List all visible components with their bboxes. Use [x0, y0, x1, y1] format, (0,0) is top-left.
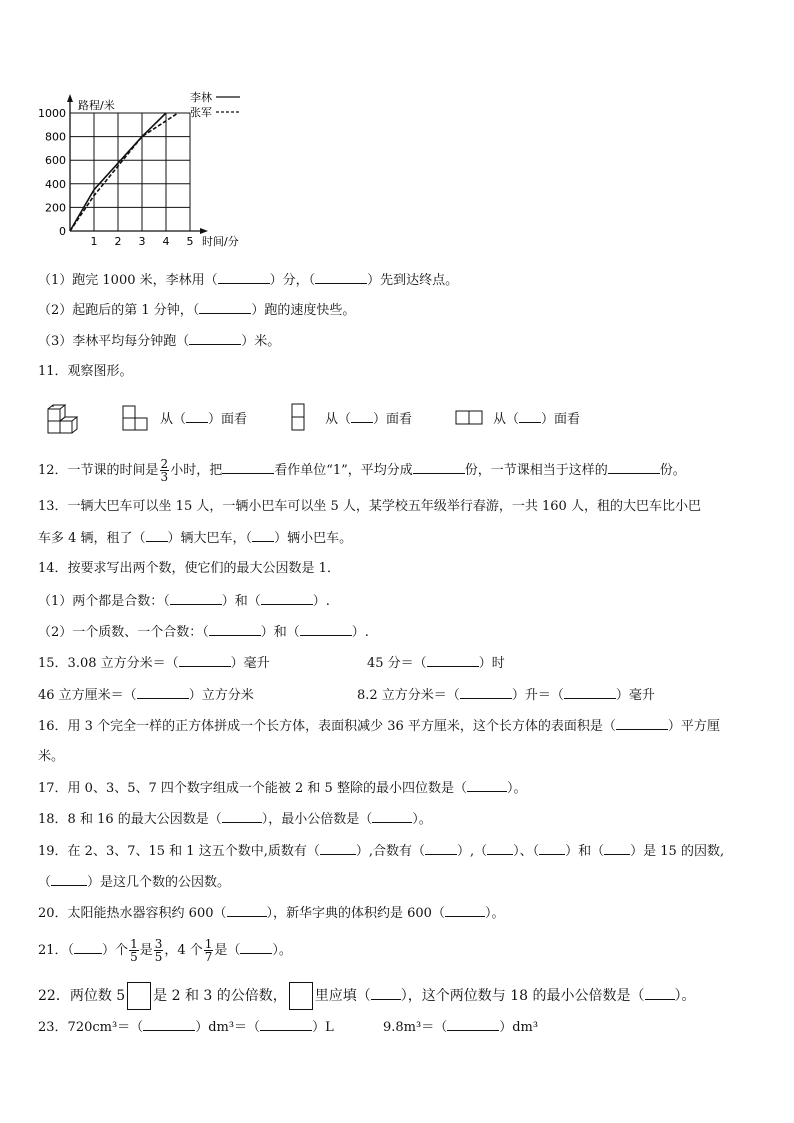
answer-blank[interactable]: [222, 460, 274, 474]
answer-blank[interactable]: [315, 270, 367, 284]
x-tick-label: 5: [186, 235, 194, 248]
question-13-line2: 车多 4 辆，租了（ ）辆大巴车，（ ）辆小巴车。: [38, 528, 352, 549]
x-tick-label: 4: [162, 235, 170, 248]
y-tick-label: 800: [45, 130, 66, 144]
fraction: $\frac{2}{3}$: [160, 457, 169, 484]
answer-blank[interactable]: [445, 903, 485, 917]
answer-blank[interactable]: [137, 685, 189, 699]
answer-blank[interactable]: [143, 1017, 195, 1031]
question-16-line2: 米。: [38, 749, 65, 764]
x-tick-label: 1: [90, 235, 98, 248]
answer-blank[interactable]: [467, 778, 507, 792]
question-17: 17．用 0、3、5、7 四个数字组成一个能被 2 和 5 整除的最小四位数是（ ）。: [38, 778, 526, 799]
digit-box[interactable]: [289, 982, 313, 1010]
x-tick-label: 2: [114, 235, 122, 248]
question-14-part2: （2）一个质数、一个合数：（ ）和（ ）.: [38, 622, 369, 643]
answer-blank[interactable]: [447, 1017, 499, 1031]
view-figure-1: [122, 405, 148, 431]
legend-label-zhangjun: 张军: [190, 106, 212, 119]
answer-blank[interactable]: [487, 841, 513, 855]
answer-blank[interactable]: [460, 685, 512, 699]
y-tick-label: 400: [45, 177, 66, 191]
answer-blank[interactable]: [189, 331, 241, 345]
answer-blank[interactable]: [604, 841, 630, 855]
digit-box[interactable]: [127, 982, 151, 1010]
answer-blank[interactable]: [170, 591, 222, 605]
x-axis-label: 时间/分: [202, 235, 239, 248]
fraction: $\frac{3}{5}$: [154, 937, 163, 964]
question-18: 18．8 和 16 的最大公因数是（ ），最小公倍数是（ ）。: [38, 809, 432, 830]
x-tick-label: 3: [138, 235, 146, 248]
answer-blank[interactable]: [261, 591, 313, 605]
answer-blank[interactable]: [539, 841, 565, 855]
fraction: $\frac{1}{5}$: [130, 937, 138, 964]
answer-blank[interactable]: [209, 622, 261, 636]
q11-view-3: 从（ ）面看: [493, 409, 580, 430]
answer-blank[interactable]: [425, 841, 457, 855]
chart-axes: [67, 94, 208, 234]
y-tick-label: 0: [59, 225, 66, 238]
answer-blank[interactable]: [179, 653, 231, 667]
answer-blank[interactable]: [616, 716, 668, 730]
q10-part3: （3）李林平均每分钟跑（ ）米。: [38, 331, 280, 352]
question-14-title: 14．按要求写出两个数，使它们的最大公因数是 1．: [38, 561, 340, 576]
answer-blank[interactable]: [351, 409, 373, 423]
answer-blank[interactable]: [608, 460, 660, 474]
question-23-b: 9.8m³＝（ ）dm³: [383, 1017, 538, 1038]
answer-blank[interactable]: [427, 653, 479, 667]
answer-blank[interactable]: [227, 903, 267, 917]
answer-blank[interactable]: [413, 460, 465, 474]
view-figure-2: [291, 403, 305, 431]
cube-solid-figure: [45, 404, 81, 438]
question-13-line1: 13．一辆大巴车可以坐 15 人，一辆小巴车可以坐 5 人，某学校五年级举行春游，一共 160 人，租的大巴车比小巴: [38, 499, 701, 514]
question-22: 22．两位数 5 是 2 和 3 的公倍数， 里应填（ ），这个两位数与 18 的最小公倍数是（ ）。: [38, 982, 696, 1010]
question-15-b: 45 分＝（ ）时: [367, 653, 505, 674]
y-tick-label: 200: [45, 201, 66, 215]
q11-view-2: 从（ ）面看: [325, 409, 412, 430]
distance-time-chart: [30, 88, 290, 248]
answer-blank[interactable]: [260, 1017, 312, 1031]
question-15-a: 15．3.08 立方分米＝（ ）毫升: [38, 653, 270, 674]
y-axis-label: 路程/米: [78, 99, 115, 112]
answer-blank[interactable]: [372, 809, 412, 823]
fraction: $\frac{1}{7}$: [204, 937, 213, 964]
answer-blank[interactable]: [222, 809, 262, 823]
question-21: 21．（ ）个 $\frac{1}{5}$ 是 $\frac{3}{5}$ ，4 个 $\frac{1}{7}$ 是（ ）。: [38, 937, 292, 964]
answer-blank[interactable]: [199, 300, 251, 314]
answer-blank[interactable]: [371, 986, 401, 1000]
y-tick-label: 600: [45, 154, 66, 168]
answer-blank[interactable]: [240, 940, 272, 954]
question-15-d: 8.2 立方分米＝（ ）升＝（ ）毫升: [357, 685, 655, 706]
answer-blank[interactable]: [300, 622, 352, 636]
answer-blank[interactable]: [645, 986, 675, 1000]
series-line-zhangjun: [70, 113, 178, 231]
question-20: 20．太阳能热水器容积约 600（ ），新华字典的体积约是 600（ ）。: [38, 903, 504, 924]
chart-grid: [70, 113, 190, 231]
question-23-a: 23．720cm³＝（ ）dm³＝（ ）L: [38, 1017, 334, 1038]
answer-blank[interactable]: [146, 528, 168, 542]
answer-blank[interactable]: [186, 409, 208, 423]
answer-blank[interactable]: [218, 270, 270, 284]
answer-blank[interactable]: [74, 940, 102, 954]
q10-part1: （1）跑完 1000 米，李林用（ ）分，（ ）先到达终点。: [38, 270, 458, 291]
view-figure-3: [455, 410, 483, 426]
answer-blank[interactable]: [564, 685, 616, 699]
question-19-line1: 19．在 2、3、7、15 和 1 这五个数中,质数有（ ）,合数有（ ）,（ ）、（ ）和（ ）是 15 的因数,: [38, 841, 724, 862]
q10-part2: （2）起跑后的第 1 分钟，（ ）跑的速度快些。: [38, 300, 355, 321]
question-16-line1: 16．用 3 个完全一样的正方体拼成一个长方体，表面积减少 36 平方厘米，这个长方体的表面积是（ ）平方厘: [38, 716, 720, 737]
answer-blank[interactable]: [519, 409, 541, 423]
question-19-line2: （ ）是这几个数的公因数。: [38, 872, 230, 893]
legend-label-lilin: 李林: [190, 91, 212, 104]
q11-title: 11．观察图形。: [38, 364, 133, 379]
question-14-part1: （1）两个都是合数：（ ）和（ ）.: [38, 591, 330, 612]
question-15-c: 46 立方厘米＝（ ）立方分米: [38, 685, 254, 706]
q11-view-1: 从（ ）面看: [160, 409, 247, 430]
answer-blank[interactable]: [252, 528, 274, 542]
question-12: 12．一节课的时间是 $\frac{2}{3}$ 小时，把 看作单位“1”，平均分成 份，一节课相当于这样的 份。: [38, 457, 686, 484]
chart-legend: [190, 90, 240, 119]
answer-blank[interactable]: [320, 841, 356, 855]
y-tick-label: 1000: [38, 107, 66, 120]
answer-blank[interactable]: [51, 872, 87, 886]
